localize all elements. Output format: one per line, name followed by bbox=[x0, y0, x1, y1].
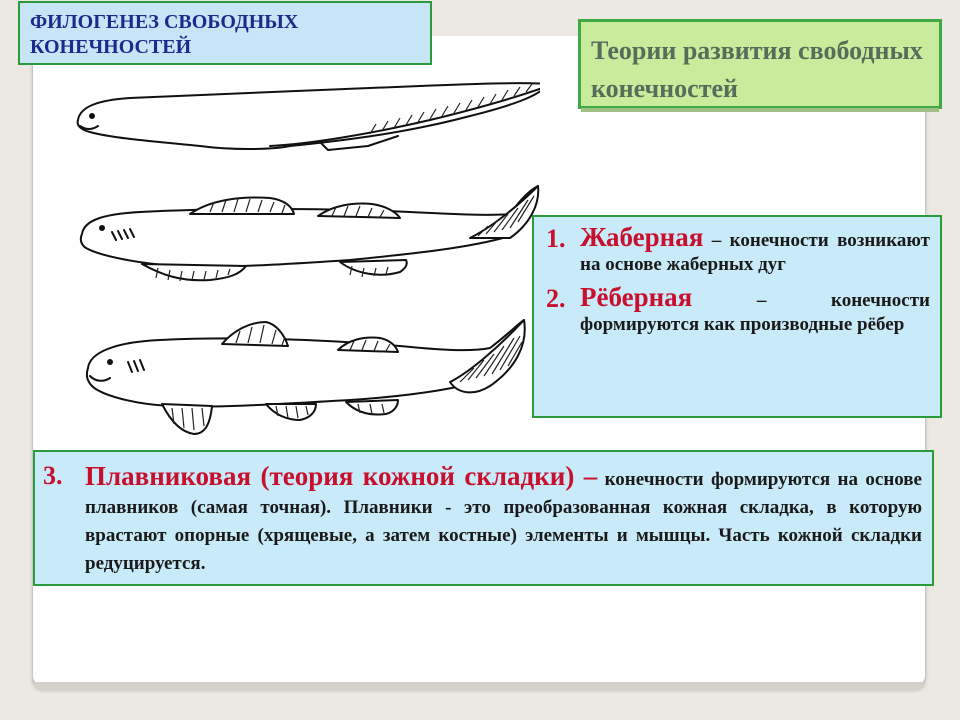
fish-1-finfold-drawing bbox=[78, 83, 540, 150]
theory-term: Жаберная bbox=[580, 222, 704, 252]
slide-title-text: ФИЛОГЕНЕЗ СВОБОДНЫХ КОНЕЧНОСТЕЙ bbox=[30, 11, 299, 58]
theory-number: 1. bbox=[546, 224, 566, 253]
fish-evolution-illustration bbox=[70, 76, 540, 440]
theory-term: Рёберная bbox=[580, 282, 693, 312]
theory-number: 3. bbox=[43, 461, 63, 490]
theory-description: конечности формируются на основе плавников (самая точная). Плавники - это преобразованная кожная складка, в которую врастают опорные (хрящевые, а затем костные) элементы и мышцы. Часть кожной складки редуцируется. bbox=[85, 469, 922, 574]
theory-item-fin bbox=[43, 462, 922, 578]
slide-title bbox=[18, 1, 432, 65]
theory-description: – конечности возникают на основе жаберных дуг bbox=[580, 230, 930, 275]
theory-body bbox=[580, 282, 930, 337]
theory-body bbox=[85, 462, 922, 578]
fish-fin-evolution-drawing bbox=[70, 76, 540, 440]
theory-description: – конечности формируются как производные рёбер bbox=[580, 290, 930, 335]
theory-item-rib bbox=[546, 282, 930, 337]
theories-heading-text: Теории развития свободных конечностей bbox=[591, 36, 923, 103]
fish-3-paired-fins-drawing bbox=[87, 320, 525, 434]
theory-item-gill bbox=[546, 222, 930, 277]
theories-list-box bbox=[532, 215, 942, 418]
theory-body bbox=[580, 222, 930, 277]
theory-term: Плавниковая (теория кожной складки) – bbox=[85, 461, 598, 491]
theory-number: 2. bbox=[546, 284, 566, 313]
fish-2-lateral-fold-drawing bbox=[81, 186, 538, 281]
theories-heading-box bbox=[578, 19, 942, 109]
theories-heading-shadow bbox=[581, 108, 939, 112]
fin-theory-box bbox=[33, 450, 934, 586]
slide-shadow-bar bbox=[33, 682, 925, 690]
